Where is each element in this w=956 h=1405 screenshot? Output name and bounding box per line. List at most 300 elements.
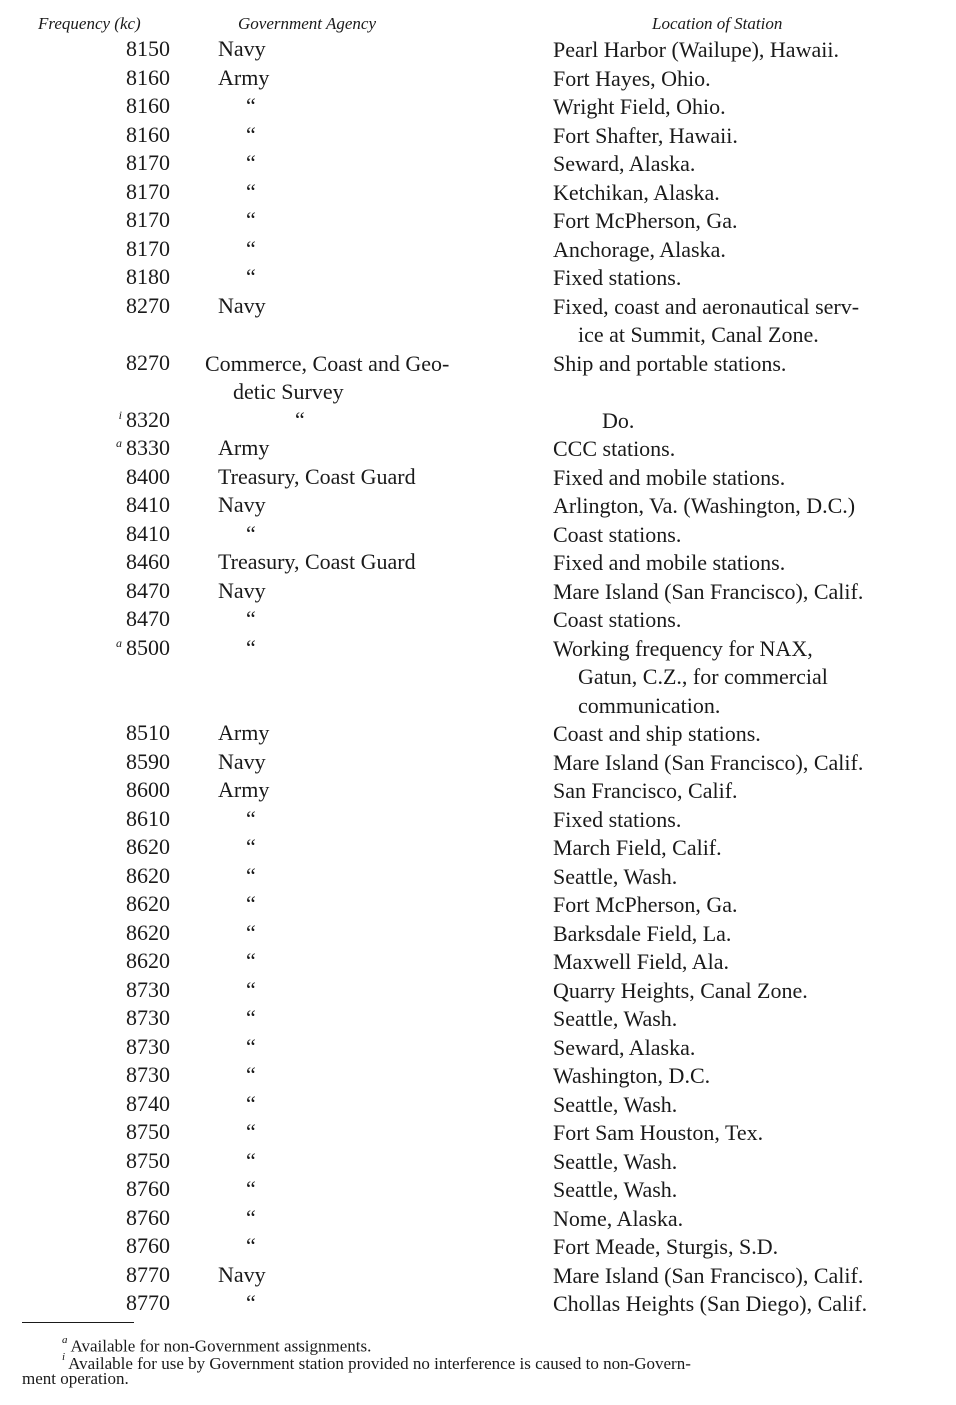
location-text: Fort Sam Houston, Tex. [553, 1120, 764, 1145]
location-cell [553, 492, 936, 521]
agency-cell [218, 492, 538, 518]
agency-text: Navy [218, 36, 266, 61]
table-row [0, 606, 956, 635]
location-text: Washington, D.C. [553, 1063, 711, 1088]
ditto-mark [246, 1119, 286, 1145]
table-row [0, 65, 956, 94]
location-cell [553, 293, 936, 350]
frequency-cell [60, 1176, 170, 1202]
table-row [0, 863, 956, 892]
location-text: Seattle, Wash. [553, 1091, 678, 1117]
frequency-value: 8760 [126, 1176, 170, 1201]
agency-text: “ [246, 1090, 256, 1116]
table-row [0, 1290, 956, 1319]
agency-text: Navy [218, 492, 266, 517]
frequency-value: 8460 [126, 549, 170, 574]
frequency-value: 8330 [126, 435, 170, 460]
table-row [0, 1005, 956, 1034]
location-text: Barksdale Field, La. [553, 920, 732, 946]
location-cell [553, 1062, 936, 1091]
frequency-cell [60, 1062, 170, 1088]
frequency-value: 8180 [126, 264, 170, 289]
frequency-value: 8160 [126, 121, 170, 147]
table-row [0, 1119, 956, 1148]
agency-text: “ [295, 406, 305, 432]
location-text-continued: communication. [578, 692, 721, 718]
location-text: Nome, Alaska. [553, 1205, 684, 1231]
frequency-cell [60, 891, 170, 917]
ditto-mark [246, 1005, 286, 1031]
frequency-value: 8170 [126, 150, 170, 175]
table-row [0, 122, 956, 151]
location-text: Seward, Alaska. [553, 1034, 696, 1060]
agency-text: “ [246, 634, 256, 660]
agency-text: Army [218, 720, 270, 745]
agency-text: “ [246, 264, 256, 289]
location-cell [553, 1205, 936, 1234]
agency-text: “ [246, 520, 256, 546]
frequency-value: 8730 [126, 1033, 170, 1059]
table-row [0, 1262, 956, 1291]
frequency-value: 8620 [126, 862, 170, 888]
location-cell [553, 578, 936, 607]
ditto-mark [246, 891, 286, 917]
agency-text: “ [246, 976, 256, 1002]
ditto-mark [246, 93, 286, 119]
frequency-cell [60, 834, 170, 860]
table-row [0, 264, 956, 293]
frequency-cell [60, 1148, 170, 1174]
footnote-marker: i [118, 407, 122, 422]
table-row [0, 1205, 956, 1234]
footnote-i [22, 1352, 937, 1386]
ditto-mark [246, 1176, 286, 1202]
location-cell [553, 521, 936, 550]
frequency-cell [60, 236, 170, 262]
table-row [0, 977, 956, 1006]
agency-text: “ [246, 862, 256, 888]
table-row [0, 1034, 956, 1063]
frequency-cell [60, 492, 170, 518]
agency-cell [205, 350, 530, 407]
frequency-cell [60, 464, 170, 490]
agency-text: Navy [218, 292, 266, 318]
frequency-cell [60, 207, 170, 233]
footnote-mark: i [62, 1351, 66, 1363]
location-cell [553, 977, 936, 1006]
location-cell [553, 1034, 936, 1063]
frequency-value: 8620 [126, 948, 170, 973]
ditto-mark [246, 122, 286, 148]
ditto-mark [246, 264, 286, 290]
ditto-mark [246, 179, 286, 205]
frequency-value: 8770 [126, 1290, 170, 1315]
footnote-marker: a [116, 635, 122, 650]
frequency-value: 8730 [126, 1062, 170, 1087]
footnote-text: Available for use by Government station provided no interference is caused to non-Govern- [68, 1353, 691, 1373]
location-cell [553, 1262, 936, 1291]
location-cell [553, 264, 936, 293]
ditto-mark [295, 407, 335, 433]
agency-text: “ [246, 834, 256, 859]
agency-text: Navy [218, 1261, 266, 1287]
location-text: Ketchikan, Alaska. [553, 179, 720, 205]
frequency-cell [60, 1034, 170, 1060]
location-text: Fixed stations. [553, 806, 682, 832]
table-row [0, 1091, 956, 1120]
location-text: Mare Island (San Francisco), Calif. [553, 1262, 864, 1288]
table-row [0, 492, 956, 521]
frequency-value: 8620 [126, 834, 170, 859]
table-row [0, 891, 956, 920]
location-text: Coast stations. [553, 607, 682, 632]
agency-text: “ [246, 121, 256, 147]
agency-text: “ [246, 1290, 256, 1315]
frequency-value: 8270 [126, 292, 170, 318]
agency-text: Treasury, Coast Guard [218, 549, 416, 574]
location-text: Fort Hayes, Ohio. [553, 65, 711, 91]
frequency-value: 8500 [126, 634, 170, 660]
agency-cell [218, 578, 538, 604]
location-cell [553, 179, 936, 208]
agency-cell [218, 749, 538, 775]
location-text: Coast and ship stations. [553, 721, 761, 746]
table-row [0, 1148, 956, 1177]
location-cell [553, 122, 936, 151]
frequency-cell [60, 350, 170, 376]
table-row [0, 834, 956, 863]
location-text: Working frequency for NAX, [553, 635, 813, 661]
location-text: Arlington, Va. (Washington, D.C.) [553, 493, 856, 518]
agency-cell [218, 777, 538, 803]
location-cell [553, 1176, 936, 1205]
frequency-value: 8170 [126, 207, 170, 232]
ditto-mark [246, 834, 286, 860]
ditto-mark [246, 1290, 286, 1316]
ditto-mark [246, 806, 286, 832]
ditto-mark [246, 207, 286, 233]
location-text: Seattle, Wash. [553, 863, 678, 889]
location-cell [553, 1233, 936, 1262]
agency-cell [218, 36, 538, 62]
frequency-cell [60, 549, 170, 575]
location-cell [602, 407, 956, 436]
frequency-value: 8160 [126, 64, 170, 90]
table-row [0, 36, 956, 65]
ditto-mark [246, 606, 286, 632]
ditto-mark [246, 150, 286, 176]
agency-text: Navy [218, 748, 266, 774]
location-cell [553, 435, 936, 464]
location-text: Fort Shafter, Hawaii. [553, 122, 738, 148]
location-text: Fixed, coast and aeronautical serv- [553, 293, 860, 319]
agency-text: Commerce, Coast and Geo- [205, 350, 450, 376]
table-row [0, 179, 956, 208]
location-text: Mare Island (San Francisco), Calif. [553, 578, 864, 604]
frequency-cell [60, 1005, 170, 1031]
frequency-cell [60, 578, 170, 604]
agency-text: “ [246, 1119, 256, 1144]
ditto-mark [246, 920, 286, 946]
agency-text: “ [246, 1204, 256, 1230]
footnote-rule [22, 1322, 134, 1323]
table-row [0, 521, 956, 550]
frequency-value: 8410 [126, 520, 170, 546]
frequency-cell [60, 93, 170, 119]
frequency-value: 8470 [126, 606, 170, 631]
ditto-mark [246, 948, 286, 974]
table-row [0, 150, 956, 179]
agency-text: “ [246, 1147, 256, 1173]
location-cell [553, 749, 936, 778]
frequency-cell [60, 777, 170, 803]
location-column-header: Location of Station [652, 14, 783, 33]
location-text-continued: ice at Summit, Canal Zone. [578, 322, 819, 347]
frequency-cell [60, 863, 170, 889]
agency-text: “ [246, 805, 256, 831]
location-cell [553, 806, 936, 835]
table-row [0, 549, 956, 578]
location-text: Pearl Harbor (Wailupe), Hawaii. [553, 37, 839, 62]
location-cell [553, 93, 936, 122]
frequency-cell [60, 1091, 170, 1117]
location-cell [553, 606, 936, 635]
frequency-value: 8510 [126, 720, 170, 745]
agency-text: “ [246, 919, 256, 945]
agency-text: “ [246, 1033, 256, 1059]
agency-cell [218, 1262, 538, 1288]
ditto-mark [246, 1233, 286, 1259]
agency-text: Treasury, Coast Guard [218, 463, 416, 489]
frequency-cell [60, 806, 170, 832]
table-row [0, 350, 956, 407]
table-header [0, 12, 956, 38]
location-cell [553, 863, 936, 892]
location-cell [553, 150, 936, 179]
agency-text: “ [246, 606, 256, 631]
frequency-value: 8160 [126, 93, 170, 118]
frequency-value: 8610 [126, 805, 170, 831]
location-text: Fixed stations. [553, 265, 682, 290]
frequency-value: 8760 [126, 1204, 170, 1230]
table-row [0, 207, 956, 236]
frequency-cell [60, 948, 170, 974]
location-text: Fort Meade, Sturgis, S.D. [553, 1234, 779, 1259]
location-cell [553, 1005, 936, 1034]
agency-text: “ [246, 207, 256, 232]
frequency-cell [60, 920, 170, 946]
location-text: Coast stations. [553, 521, 682, 547]
frequency-cell [60, 606, 170, 632]
table-row [0, 578, 956, 607]
location-text: Do. [602, 407, 635, 433]
agency-text: Army [218, 777, 270, 802]
frequency-cell [60, 150, 170, 176]
location-text: Anchorage, Alaska. [553, 236, 726, 262]
location-text: Chollas Heights (San Diego), Calif. [553, 1291, 868, 1316]
frequency-value: 8750 [126, 1119, 170, 1144]
location-text: San Francisco, Calif. [553, 778, 738, 803]
frequency-cell [60, 1290, 170, 1316]
ditto-mark [246, 1034, 286, 1060]
frequency-value: 8760 [126, 1233, 170, 1258]
location-cell [553, 635, 936, 721]
location-cell [553, 720, 936, 749]
ditto-mark [246, 863, 286, 889]
location-cell [553, 948, 936, 977]
table-row [0, 293, 956, 350]
table-row [0, 920, 956, 949]
frequency-cell [60, 407, 170, 433]
location-text: Fixed and mobile stations. [553, 550, 786, 575]
location-cell [553, 1148, 936, 1177]
location-text: Mare Island (San Francisco), Calif. [553, 749, 864, 775]
table-row [0, 806, 956, 835]
frequency-value: 8740 [126, 1090, 170, 1116]
frequency-value: 8470 [126, 577, 170, 603]
footnote-text: Available for non-Government assignments. [70, 1336, 372, 1356]
table-row [0, 749, 956, 778]
frequency-cell [60, 36, 170, 62]
frequency-cell [60, 1205, 170, 1231]
footnote-mark: a [62, 1334, 68, 1346]
agency-text: “ [246, 1005, 256, 1030]
agency-text: “ [246, 1233, 256, 1258]
frequency-cell [60, 521, 170, 547]
frequency-value: 8170 [126, 235, 170, 261]
frequency-value: 8320 [126, 406, 170, 432]
table-row [0, 93, 956, 122]
location-text: Quarry Heights, Canal Zone. [553, 977, 808, 1003]
agency-text: Army [218, 435, 270, 460]
location-text: Seattle, Wash. [553, 1177, 678, 1202]
frequency-cell [60, 179, 170, 205]
location-cell [553, 777, 936, 806]
ditto-mark [246, 1091, 286, 1117]
table-row [0, 464, 956, 493]
location-text: Maxwell Field, Ala. [553, 949, 729, 974]
location-cell [553, 1091, 936, 1120]
location-text: March Field, Calif. [553, 835, 722, 860]
footnote-marker: a [116, 436, 122, 450]
agency-cell [218, 65, 538, 91]
frequency-value: 8170 [126, 178, 170, 204]
table-row [0, 407, 956, 436]
frequency-value: 8600 [126, 777, 170, 802]
location-text: Wright Field, Ohio. [553, 94, 726, 119]
frequency-value: 8590 [126, 748, 170, 774]
table-row [0, 1062, 956, 1091]
table-row [0, 435, 956, 464]
location-cell [553, 834, 936, 863]
footnote-text-continued: ment operation. [22, 1368, 129, 1388]
frequency-value: 8620 [126, 891, 170, 916]
table-row [0, 777, 956, 806]
frequency-cell [60, 65, 170, 91]
table-row [0, 1233, 956, 1262]
frequency-cell [60, 1262, 170, 1288]
location-cell [553, 1119, 936, 1148]
location-cell [553, 1290, 936, 1319]
location-text: Fort McPherson, Ga. [553, 208, 738, 233]
frequency-cell [60, 293, 170, 319]
agency-cell [218, 435, 538, 461]
frequency-value: 8620 [126, 919, 170, 945]
ditto-mark [246, 236, 286, 262]
table-row [0, 1176, 956, 1205]
location-cell [553, 65, 936, 94]
location-text: Seattle, Wash. [553, 1148, 678, 1174]
agency-text: “ [246, 235, 256, 261]
location-cell [553, 464, 936, 493]
frequency-column-header: Frequency (kc) [38, 14, 141, 33]
frequency-value: 8750 [126, 1147, 170, 1173]
agency-column-header: Government Agency [238, 14, 376, 33]
agency-text: “ [246, 891, 256, 916]
location-cell [553, 920, 936, 949]
location-cell [553, 236, 936, 265]
frequency-cell [60, 1233, 170, 1259]
frequency-value: 8730 [126, 976, 170, 1002]
table-row [0, 720, 956, 749]
frequency-value: 8410 [126, 492, 170, 517]
location-text-continued: Gatun, C.Z., for commercial [578, 664, 828, 689]
ditto-mark [246, 1205, 286, 1231]
footnote-a [62, 1335, 956, 1354]
agency-text: Navy [218, 577, 266, 603]
agency-cell [218, 293, 538, 319]
ditto-mark [246, 635, 286, 661]
location-text: Fixed and mobile stations. [553, 464, 786, 490]
agency-cell [218, 720, 538, 746]
frequency-value: 8400 [126, 463, 170, 489]
location-text: Ship and portable stations. [553, 350, 787, 376]
frequency-cell [60, 122, 170, 148]
location-text: CCC stations. [553, 436, 676, 461]
frequency-value: 8730 [126, 1005, 170, 1030]
agency-text: “ [246, 1176, 256, 1201]
table-row [0, 635, 956, 721]
location-cell [553, 207, 936, 236]
ditto-mark [246, 977, 286, 1003]
agency-text: “ [246, 948, 256, 973]
ditto-mark [246, 1148, 286, 1174]
location-text: Fort McPherson, Ga. [553, 892, 738, 917]
agency-text: Army [218, 64, 270, 90]
location-text: Seattle, Wash. [553, 1006, 678, 1031]
frequency-cell [60, 749, 170, 775]
agency-cell [218, 464, 538, 490]
frequency-value: 8150 [126, 36, 170, 61]
frequency-cell [60, 264, 170, 290]
frequency-cell [60, 977, 170, 1003]
location-text: Seward, Alaska. [553, 151, 696, 176]
ditto-mark [246, 521, 286, 547]
location-cell [553, 36, 936, 65]
agency-text: “ [246, 93, 256, 118]
frequency-cell [60, 635, 170, 661]
agency-text: “ [246, 178, 256, 204]
frequency-cell [60, 720, 170, 746]
location-cell [553, 891, 936, 920]
table-row [0, 948, 956, 977]
frequency-value: 8270 [126, 349, 170, 375]
agency-text: “ [246, 1062, 256, 1087]
location-cell [553, 350, 936, 379]
frequency-value: 8770 [126, 1261, 170, 1287]
location-cell [553, 549, 936, 578]
frequency-cell [60, 1119, 170, 1145]
